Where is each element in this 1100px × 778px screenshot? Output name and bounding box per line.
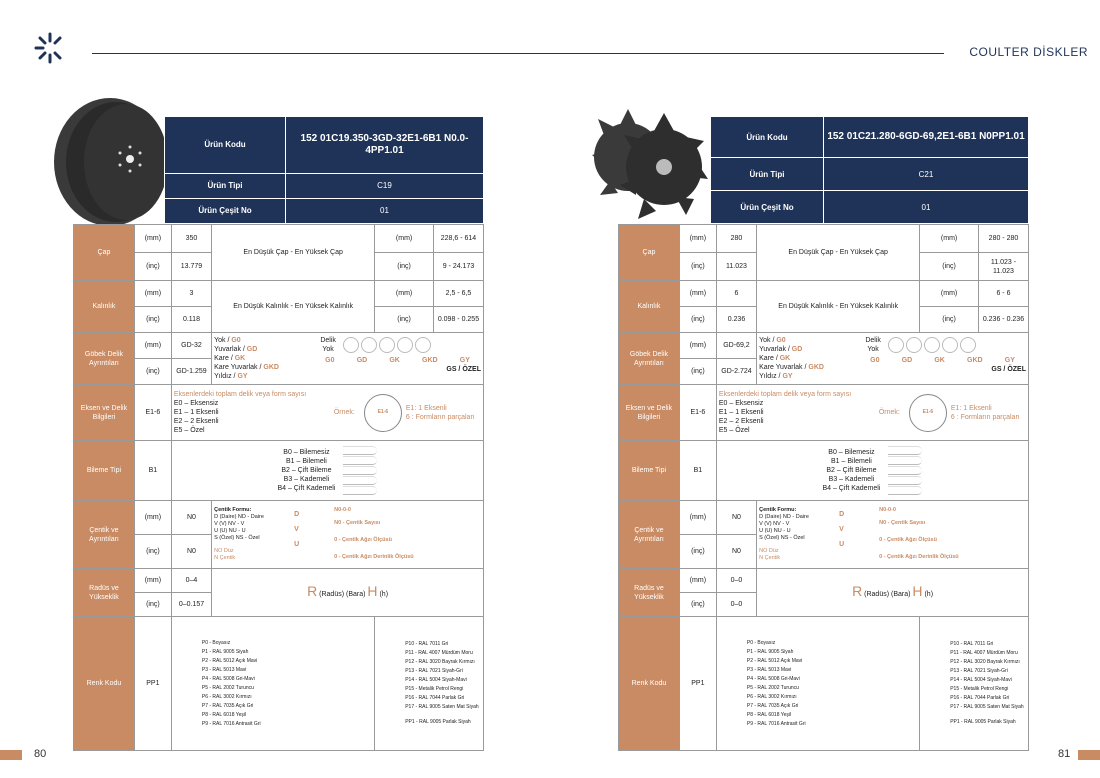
disc-image-plain <box>48 95 168 230</box>
product-header-left <box>164 116 484 224</box>
cap-mm: 350 <box>171 225 211 253</box>
centik-unit-mm: (mm) <box>679 501 716 535</box>
eksen-details: Eksenlerdeki toplam delik veya form sayısı E0 – Eksensiz E1 – 1 Eksenli E2 – 2 Eksenli E5 – Özel Örnek: E1-6 E1: 1 Eksenli 6 : Formların parçaları <box>716 385 1028 441</box>
kalinlik-mm: 6 <box>716 281 756 307</box>
radius-unit-mm: (mm) <box>134 569 171 593</box>
sharpening-profile-icons <box>343 445 377 496</box>
product-variant-value: 01 <box>824 191 1029 224</box>
eksen-label: Eksen ve Delik Bilgileri <box>74 385 135 441</box>
kalinlik-range-mm: 2,5 - 6,5 <box>433 281 483 307</box>
radius-label: Radüs ve Yükseklik <box>619 569 680 617</box>
centik-label: Çentik ve Ayrıntıları <box>74 501 135 569</box>
page-number-bar-left <box>0 750 22 760</box>
bileme-details: B0 – Bilemesiz B1 – Bilemeli B2 – Çift Bileme B3 – Kademeli B4 – Çift Kademeli <box>171 441 483 501</box>
kalinlik-label: Kalınlık <box>74 281 135 333</box>
radius-mm: 0–0 <box>716 569 756 593</box>
centik-details: Çentik Formu: D (Daire) ND - Daire V (V) NV - V U (U) NU - U S (Özel) NS - Özel NO Düz N Çentik D V U N0-0-0 N0 - Çentik Sayısı 0 - Çentik Ağzı Ölçüsü 0 - Çentik Ağzı Derinlik Ölçüsü <box>757 501 1029 569</box>
hub-hole-icons <box>342 337 432 353</box>
cap-unit-inc: (inç) <box>134 253 171 281</box>
renk-list-right: P10 - RAL 7011 Gri P11 - RAL 4007 Mürdüm Moru P12 - RAL 3020 Bayrak Kırmızı P13 - RAL 7021 Siyah-Gri P14 - RAL 5004 Siyah-Mavi P15 - Metalik Petrol Rengi P16 - RAL 7044 Parlak Gri P17 - RAL 9005 Saten Mat Siyah PP1 - RAL 9005 Parlak Siyah <box>375 617 484 751</box>
bileme-value: B1 <box>134 441 171 501</box>
renk-list-right: P10 - RAL 7011 Gri P11 - RAL 4007 Mürdüm Moru P12 - RAL 3020 Bayrak Kırmızı P13 - RAL 7021 Siyah-Gri P14 - RAL 5004 Siyah-Mavi P15 - Metalik Petrol Rengi P16 - RAL 7044 Parlak Gri P17 - RAL 9005 Saten Mat Siyah PP1 - RAL 9005 Parlak Siyah <box>920 617 1029 751</box>
cap-range-mm: 228,6 - 614 <box>433 225 483 253</box>
product-code-label: Ürün Kodu <box>165 117 286 174</box>
centik-unit-inc: (inç) <box>134 535 171 569</box>
kalinlik-inc: 0.236 <box>716 307 756 333</box>
gobek-unit-mm: (mm) <box>134 333 171 359</box>
page-number-left: 80 <box>34 748 47 760</box>
centik-details: Çentik Formu: D (Daire) ND - Daire V (V) NV - V U (U) NU - U S (Özel) NS - Özel NO Düz N Çentik D V U N0-0-0 N0 - Çentik Sayısı 0 - Çentik Ağzı Ölçüsü 0 - Çentik Ağzı Derinlik Ölçüsü <box>212 501 484 569</box>
eksen-value: E1-6 <box>134 385 171 441</box>
kalinlik-range-inc: 0.098 - 0.255 <box>433 307 483 333</box>
radius-unit-inc: (inç) <box>679 593 716 617</box>
sharpening-profile-icons <box>888 445 922 496</box>
gobek-unit-mm: (mm) <box>679 333 716 359</box>
hub-hole-icons <box>887 337 977 353</box>
cap-range-unit-mm: (mm) <box>375 225 434 253</box>
radius-mm: 0–4 <box>171 569 211 593</box>
cap-inc: 13.779 <box>171 253 211 281</box>
gobek-details: Yok / G0 Yuvarlak / GD Kare / GK Kare Yuvarlak / GKD Yıldız / GY Delik Yok G0 GD GK GKD GY GS / ÖZEL <box>757 333 1029 385</box>
cap-mm: 280 <box>716 225 756 253</box>
gobek-label: Göbek Delik Ayrıntıları <box>74 333 135 385</box>
renk-label: Renk Kodu <box>619 617 680 751</box>
centik-mm: N0 <box>171 501 211 535</box>
eksen-details: Eksenlerdeki toplam delik veya form sayısı E0 – Eksensiz E1 – 1 Eksenli E2 – 2 Eksenli E5 – Özel Örnek: E1-6 E1: 1 Eksenli 6 : Formların parçaları <box>171 385 483 441</box>
product-type-value: C21 <box>824 158 1029 191</box>
gobek-delik-yok: Delik Yok <box>320 337 336 353</box>
kalinlik-mm: 3 <box>171 281 211 307</box>
product-type-label: Ürün Tipi <box>165 173 286 198</box>
cap-range-inc: 9 - 24.173 <box>433 253 483 281</box>
eksen-example-icon: E1-6 <box>909 394 947 432</box>
kalinlik-range-mm: 6 - 6 <box>978 281 1028 307</box>
renk-label: Renk Kodu <box>74 617 135 751</box>
kalinlik-label: Kalınlık <box>619 281 680 333</box>
radius-unit-inc: (inç) <box>134 593 171 617</box>
centik-mm: N0 <box>716 501 756 535</box>
centik-unit-mm: (mm) <box>134 501 171 535</box>
centik-inc: N0 <box>716 535 756 569</box>
radius-details: R (Radüs) (Bara) H (h) <box>757 569 1029 617</box>
cap-label: Çap <box>74 225 135 281</box>
kalinlik-inc: 0.118 <box>171 307 211 333</box>
kalinlik-unit-mm: (mm) <box>134 281 171 307</box>
cap-range-unit-mm: (mm) <box>920 225 979 253</box>
section-title: COULTER DİSKLER <box>969 45 1088 59</box>
gobek-unit-inc: (inç) <box>134 359 171 385</box>
radius-inc: 0–0.157 <box>171 593 211 617</box>
radius-unit-mm: (mm) <box>679 569 716 593</box>
gobek-label: Göbek Delik Ayrıntıları <box>619 333 680 385</box>
centik-unit-inc: (inç) <box>679 535 716 569</box>
cap-inc: 11.023 <box>716 253 756 281</box>
eksen-example-icon: E1-6 <box>364 394 402 432</box>
product-type-value: C19 <box>286 173 484 198</box>
cap-range-label: En Düşük Çap - En Yüksek Çap <box>757 225 920 281</box>
cap-range-mm: 280 - 280 <box>978 225 1028 253</box>
kalinlik-range-unit-inc: (inç) <box>375 307 434 333</box>
product-type-label: Ürün Tipi <box>711 158 824 191</box>
cap-range-label: En Düşük Çap - En Yüksek Çap <box>212 225 375 281</box>
spec-table-right <box>618 224 1029 751</box>
eksen-value: E1-6 <box>679 385 716 441</box>
kalinlik-range-inc: 0.236 - 0.236 <box>978 307 1028 333</box>
gobek-delik-yok: Delik Yok <box>865 337 881 353</box>
cap-range-inc: 11.023 - 11.023 <box>978 253 1028 281</box>
gobek-mm: GD-69,2 <box>716 333 756 359</box>
gobek-inc: GD-1.259 <box>171 359 211 385</box>
disc-image-notched <box>590 95 710 230</box>
kalinlik-unit-mm: (mm) <box>679 281 716 307</box>
renk-list-left: P0 - Boyasız P1 - RAL 9005 Siyah P2 - RAL 5012 Açık Mavi P3 - RAL 5013 Mavi P4 - RAL 5008 Gri-Mavi P5 - RAL 2002 Turuncu P6 - RAL 3002 Kırmızı P7 - RAL 7035 Açık Gri P8 - RAL 6018 Yeşil P9 - RAL 7016 Antrasit Gri <box>716 617 919 751</box>
gobek-details: Yok / G0 Yuvarlak / GD Kare / GK Kare Yuvarlak / GKD Yıldız / GY Delik Yok G0 GD GK GKD GY GS / ÖZEL <box>212 333 484 385</box>
product-code-value: 152 01C19.350-3GD-32E1-6B1 N0.0-4PP1.01 <box>286 117 484 174</box>
bileme-label: Bileme Tipi <box>74 441 135 501</box>
renk-value: PP1 <box>679 617 716 751</box>
gobek-mm: GD-32 <box>171 333 211 359</box>
renk-list-left: P0 - Boyasız P1 - RAL 9005 Siyah P2 - RAL 5012 Açık Mavi P3 - RAL 5013 Mavi P4 - RAL 5008 Gri-Mavi P5 - RAL 2002 Turuncu P6 - RAL 3002 Kırmızı P7 - RAL 7035 Açık Gri P8 - RAL 6018 Yeşil P9 - RAL 7016 Antrasit Gri <box>171 617 374 751</box>
kalinlik-range-label: En Düşük Kalınlık - En Yüksek Kalınlık <box>212 281 375 333</box>
cap-unit-mm: (mm) <box>134 225 171 253</box>
radius-details: R (Radüs) (Bara) H (h) <box>212 569 484 617</box>
kalinlik-unit-inc: (inç) <box>134 307 171 333</box>
cap-range-unit-inc: (inç) <box>920 253 979 281</box>
bileme-label: Bileme Tipi <box>619 441 680 501</box>
centik-inc: N0 <box>171 535 211 569</box>
product-variant-label: Ürün Çeşit No <box>711 191 824 224</box>
page-number-right: 81 <box>1058 748 1071 760</box>
kalinlik-range-unit-mm: (mm) <box>375 281 434 307</box>
kalinlik-range-label: En Düşük Kalınlık - En Yüksek Kalınlık <box>757 281 920 333</box>
kalinlik-range-unit-inc: (inç) <box>920 307 979 333</box>
page-number-bar-right <box>1078 750 1100 760</box>
kalinlik-unit-inc: (inç) <box>679 307 716 333</box>
eksen-label: Eksen ve Delik Bilgileri <box>619 385 680 441</box>
bileme-value: B1 <box>679 441 716 501</box>
radius-label: Radüs ve Yükseklik <box>74 569 135 617</box>
cap-range-unit-inc: (inç) <box>375 253 434 281</box>
cap-unit-inc: (inç) <box>679 253 716 281</box>
centik-label: Çentik ve Ayrıntıları <box>619 501 680 569</box>
spec-table-left <box>73 224 484 751</box>
brand-logo-icon <box>32 30 68 66</box>
cap-unit-mm: (mm) <box>679 225 716 253</box>
renk-value: PP1 <box>134 617 171 751</box>
product-header-right <box>710 116 1029 224</box>
header-rule <box>92 53 944 54</box>
kalinlik-range-unit-mm: (mm) <box>920 281 979 307</box>
product-variant-value: 01 <box>286 198 484 223</box>
product-variant-label: Ürün Çeşit No <box>165 198 286 223</box>
cap-label: Çap <box>619 225 680 281</box>
radius-inc: 0–0 <box>716 593 756 617</box>
gobek-unit-inc: (inç) <box>679 359 716 385</box>
product-code-value: 152 01C21.280-6GD-69,2E1-6B1 N0PP1.01 <box>824 117 1029 158</box>
product-code-label: Ürün Kodu <box>711 117 824 158</box>
bileme-details: B0 – Bilemesiz B1 – Bilemeli B2 – Çift Bileme B3 – Kademeli B4 – Çift Kademeli <box>716 441 1028 501</box>
gobek-inc: GD-2.724 <box>716 359 756 385</box>
